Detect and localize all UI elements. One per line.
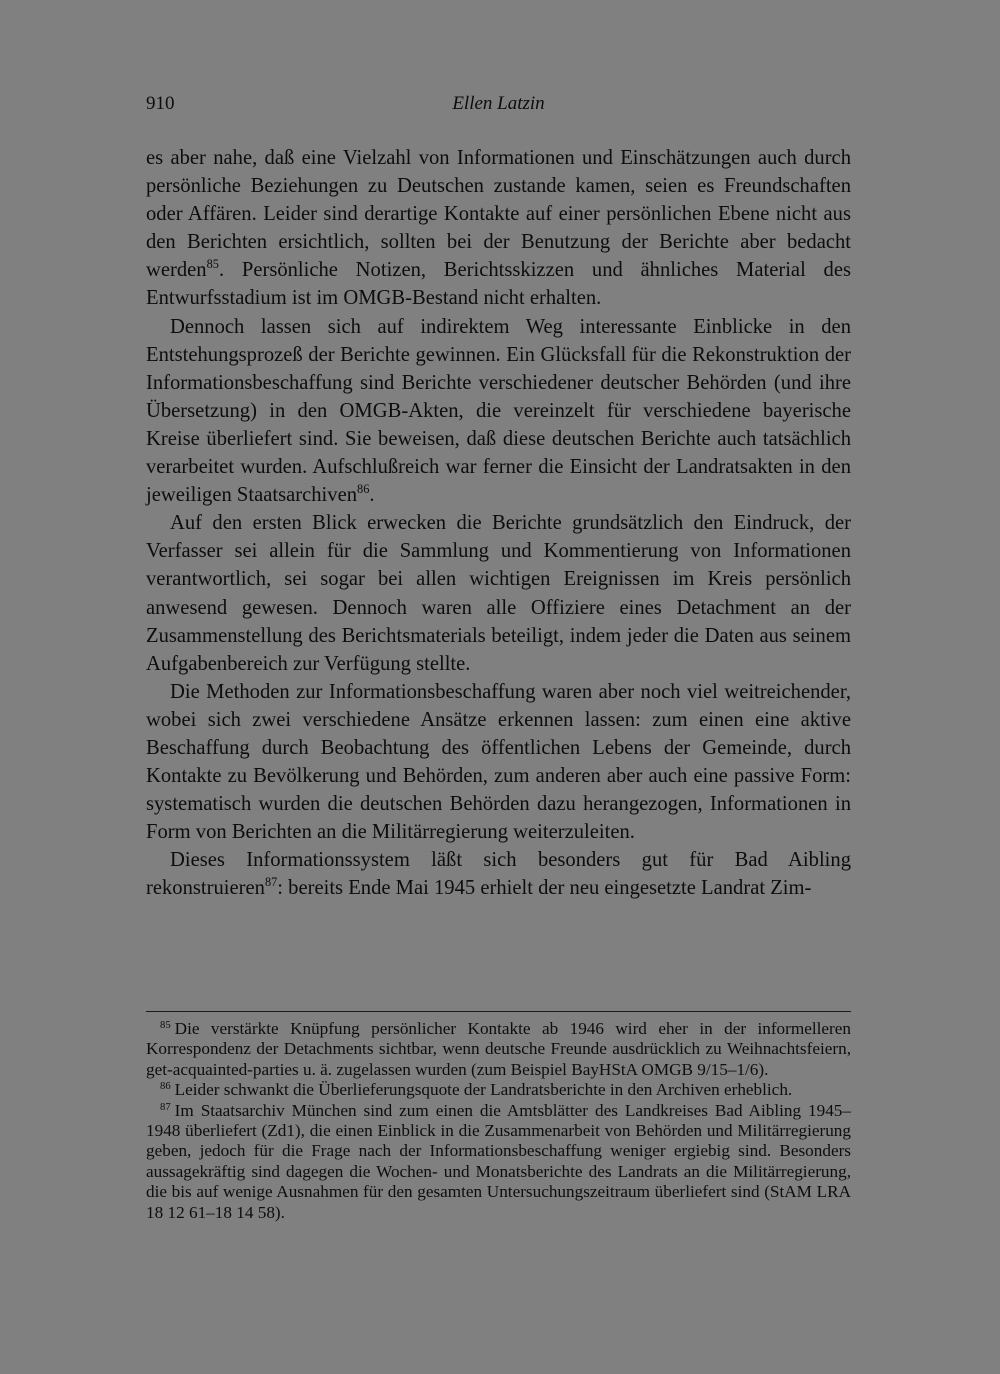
paragraph-text: Dieses Informationssystem läßt sich besonders gut für Bad Aibling rekonstruieren — [146, 849, 851, 900]
footnote-reference: 87 — [264, 875, 278, 890]
paragraph — [146, 509, 851, 678]
running-head: Ellen Latzin — [452, 93, 545, 114]
paragraph-text: Die Methoden zur Informationsbeschaffung waren aber noch viel weitreichender, wobei sich zwei verschiedene Ansätze erkennen lassen: zum einen eine aktive Beschaffung durch Beobachtung des öffentlichen Lebens der Gemeinde, durch Kontakte zu Bevölkerung und Behörden, zum anderen aber auch eine passive Form: systematisch wurden die deutschen Behörden dazu herangezogen, Informationen in Form von Berichten an die Militärregierung weiterzuleiten. — [146, 680, 851, 844]
paragraph-text: . Persönliche Notizen, Berichtsskizzen und ähnliches Material des Entwurfsstadium ist im OMGB-Bestand nicht erhalten. — [146, 259, 851, 310]
paragraph-text: Auf den ersten Blick erwecken die Berichte grundsätzlich den Eindruck, der Verfasser sei allein für die Sammlung und Kommentierung von Informationen verantwortlich, sei sogar bei allen wichtigen Ereignissen im Kreis persönlich anwesend gewesen. Dennoch waren alle Offiziere eines Detachment an der Zusammenstellung des Berichtsmaterials beteiligt, indem jeder die Daten aus seinem Aufgabenbereich zur Verfügung stellte. — [146, 512, 851, 675]
paragraph-text: : bereits Ende Mai 1945 erhielt der neu eingesetzte Landrat Zim- — [277, 877, 812, 900]
paragraph-text: es aber nahe, daß eine Vielzahl von Informationen und Einschätzungen auch durch persönliche Beziehungen zu Deutschen zustande kamen, seien es Freundschaften oder Affären. Leider sind derartige Kontakte auf einer persönlichen Ebene nicht aus den Berichten ersichtlich, sollten bei der Benutzung der Berichte aber bedacht werden — [146, 147, 851, 282]
footnote-number: 86 — [160, 1081, 171, 1093]
footnote — [146, 1101, 851, 1223]
body-text — [146, 144, 851, 903]
footnote-reference: 85 — [206, 257, 219, 272]
footnote-number: 87 — [160, 1101, 171, 1113]
footnote — [146, 1080, 851, 1100]
footnote-text: Leider schwankt die Überlieferungsquote der Landratsberichte in den Archiven erheblich. — [174, 1080, 793, 1100]
paragraph — [146, 313, 851, 510]
paragraph — [146, 144, 851, 313]
page-number: 910 — [146, 93, 175, 114]
footnote-text: Im Staatsarchiv München sind zum einen die Amtsblätter des Landkreises Bad Aibling 1945–1948 überliefert (Zd1), die einen Einblick in die Zusammenarbeit von Behörden und Militärregierung geben, jedoch für die Frage nach der Informationsbeschaffung weniger ergiebig sind. Besonders aussagekräftig sind dagegen die Wochen- und Monatsberichte des Landrats an die Militärregierung, die bis auf wenige Ausnahmen für den gesamten Untersuchungszeitraum überliefert sind (StAM LRA 18 12 61–18 14 58). — [146, 1100, 851, 1222]
footnote — [146, 1019, 851, 1080]
footnotes — [146, 1019, 851, 1223]
paragraph-text: . — [369, 484, 375, 507]
footnote-text: Die verstärkte Knüpfung persönlicher Kontakte ab 1946 wird eher in der informelleren Korrespondenz der Detachments sichtbar, wenn deutsche Freunde ausdrücklich zu Weihnachtsfeiern, get-acquainted-parties u. ä. zugelassen wurden (zum Beispiel BayHStA OMGB 9/15–1/6). — [146, 1019, 851, 1079]
footnote-divider — [146, 1011, 851, 1012]
footnote-reference: 86 — [357, 482, 370, 497]
paragraph-text: Dennoch lassen sich auf indirektem Weg interessante Einblicke in den Entstehungsprozeß der Berichte gewinnen. Ein Glücksfall für die Rekonstruktion der Informationsbeschaffung sind Berichte verschiedener deutscher Behörden (und ihre Übersetzung) in den OMGB-Akten, die vereinzelt für verschiedene bayerische Kreise überliefert sind. Sie beweisen, daß diese deutschen Berichte auch tatsächlich verarbeitet wurden. Aufschlußreich war ferner die Einsicht der Landratsakten in den jeweiligen Staatsarchiven — [146, 315, 851, 507]
page-header — [146, 93, 851, 119]
paragraph — [146, 678, 851, 847]
footnote-number: 85 — [160, 1020, 171, 1032]
paragraph — [146, 846, 851, 902]
